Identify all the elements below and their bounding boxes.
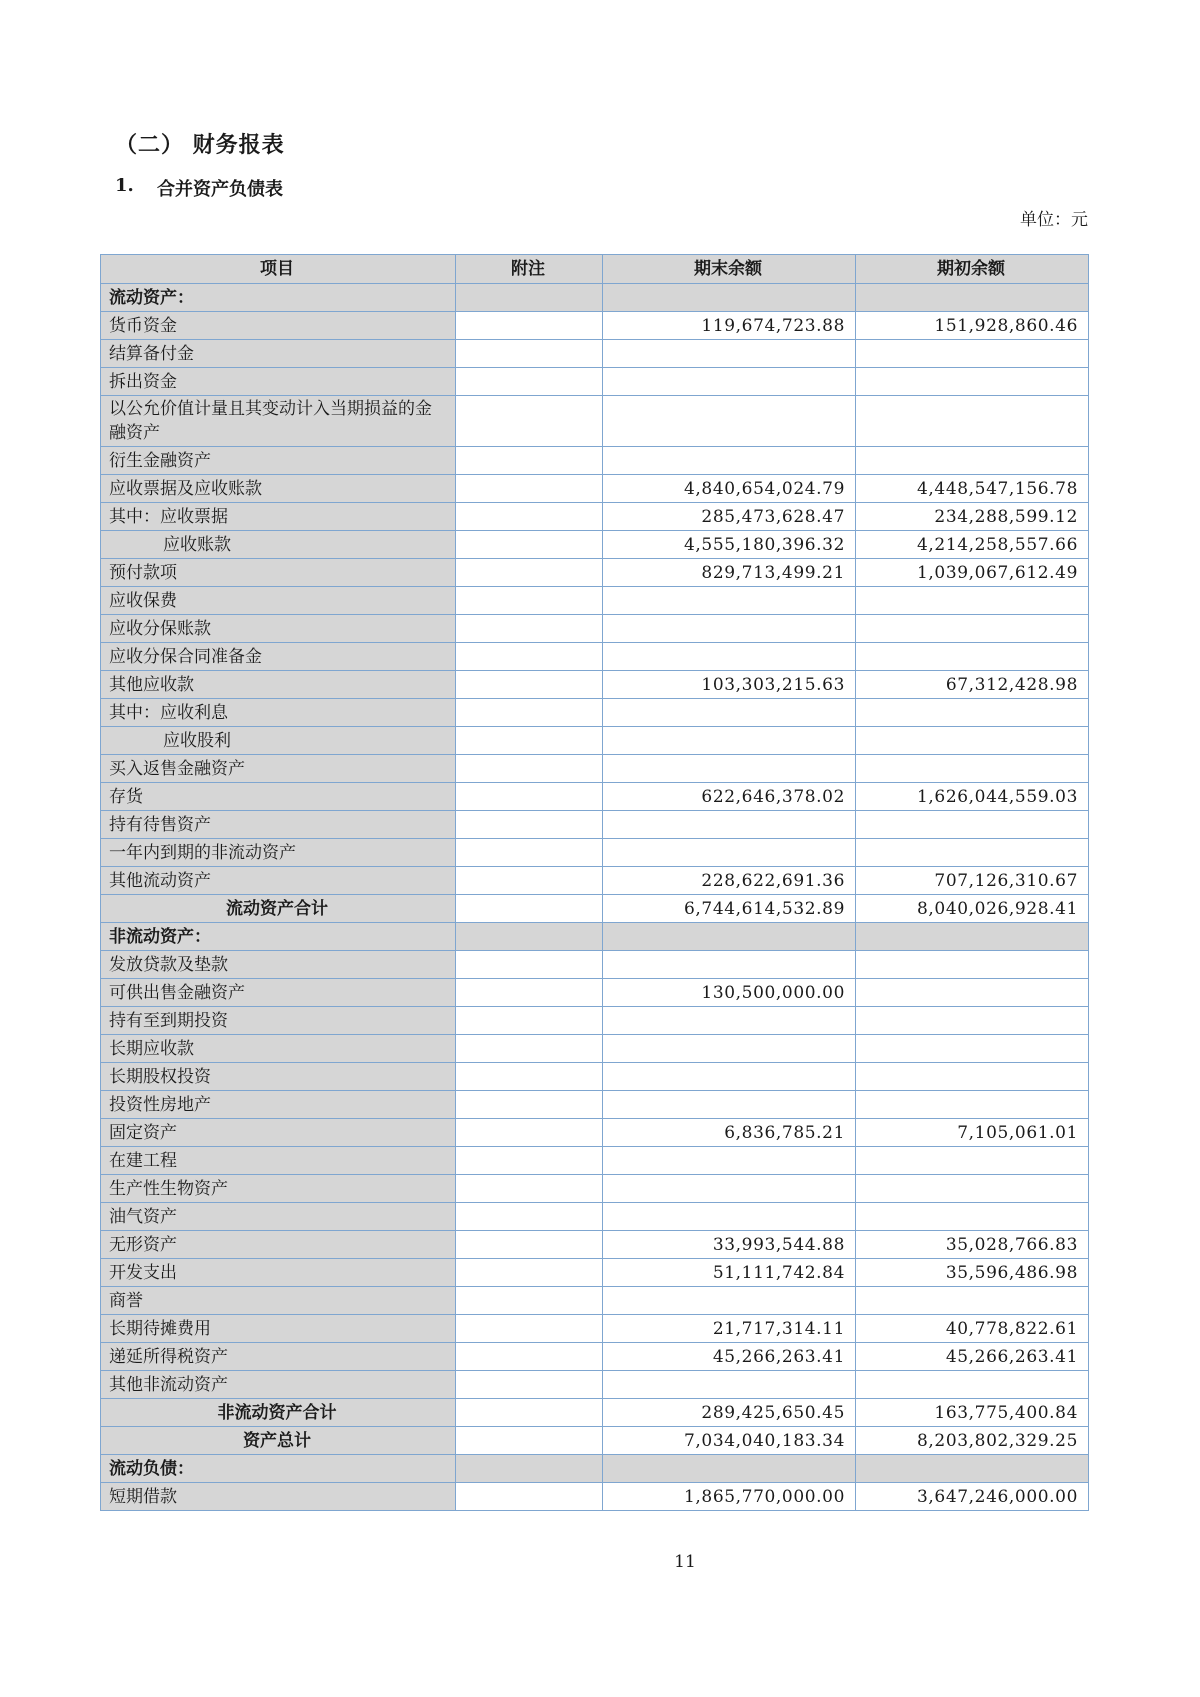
table-row	[101, 531, 1089, 559]
ending-balance-cell: 51,111,742.84	[603, 1259, 856, 1287]
item-label-cell: 生产性生物资产	[101, 1175, 456, 1203]
ending-balance-cell: 103,303,215.63	[603, 671, 856, 699]
beginning-balance-cell	[856, 923, 1089, 951]
note-cell	[456, 1371, 603, 1399]
ending-balance-cell	[603, 284, 856, 312]
item-label-cell: 资产总计	[101, 1427, 456, 1455]
beginning-balance-cell	[856, 1371, 1089, 1399]
table-row	[101, 312, 1089, 340]
beginning-balance-cell: 3,647,246,000.00	[856, 1483, 1089, 1511]
ending-balance-cell: 21,717,314.11	[603, 1315, 856, 1343]
note-cell	[456, 1203, 603, 1231]
note-cell	[456, 951, 603, 979]
note-cell	[456, 1343, 603, 1371]
note-cell	[456, 867, 603, 895]
ending-balance-cell	[603, 1175, 856, 1203]
beginning-balance-cell	[856, 839, 1089, 867]
table-row	[101, 284, 1089, 312]
table-row	[101, 1315, 1089, 1343]
ending-balance-cell	[603, 396, 856, 447]
ending-balance-cell	[603, 1035, 856, 1063]
ending-balance-cell	[603, 1063, 856, 1091]
ending-balance-cell	[603, 447, 856, 475]
ending-balance-cell: 7,034,040,183.34	[603, 1427, 856, 1455]
table-row	[101, 447, 1089, 475]
note-cell	[456, 1427, 603, 1455]
table-row	[101, 671, 1089, 699]
table-row	[101, 396, 1089, 447]
note-cell	[456, 1231, 603, 1259]
item-label-cell: 以公允价值计量且其变动计入当期损益的金融资产	[101, 396, 456, 447]
beginning-balance-cell	[856, 1203, 1089, 1231]
beginning-balance-cell: 7,105,061.01	[856, 1119, 1089, 1147]
beginning-balance-cell	[856, 951, 1089, 979]
ending-balance-cell: 6,836,785.21	[603, 1119, 856, 1147]
note-cell	[456, 895, 603, 923]
item-label-cell: 应收股利	[101, 727, 456, 755]
item-label-cell: 拆出资金	[101, 368, 456, 396]
note-cell	[456, 1091, 603, 1119]
item-label-cell: 其他应收款	[101, 671, 456, 699]
balance-sheet-body	[101, 284, 1089, 1511]
item-label-cell: 长期应收款	[101, 1035, 456, 1063]
section-heading: （二） 财务报表	[115, 132, 285, 158]
beginning-balance-cell: 4,448,547,156.78	[856, 475, 1089, 503]
table-row	[101, 783, 1089, 811]
table-row	[101, 1091, 1089, 1119]
beginning-balance-cell	[856, 368, 1089, 396]
balance-sheet-table	[100, 254, 1089, 1511]
note-cell	[456, 1399, 603, 1427]
item-label-cell: 长期股权投资	[101, 1063, 456, 1091]
note-cell	[456, 475, 603, 503]
item-label-cell: 持有至到期投资	[101, 1007, 456, 1035]
item-label-cell: 流动资产合计	[101, 895, 456, 923]
table-row	[101, 559, 1089, 587]
column-header-item: 项目	[101, 255, 456, 284]
table-heading-number: 1.	[115, 175, 134, 196]
note-cell	[456, 643, 603, 671]
note-cell	[456, 1455, 603, 1483]
item-label-cell: 预付款项	[101, 559, 456, 587]
beginning-balance-cell: 234,288,599.12	[856, 503, 1089, 531]
table-row	[101, 1371, 1089, 1399]
table-row	[101, 368, 1089, 396]
ending-balance-cell: 4,840,654,024.79	[603, 475, 856, 503]
table-row	[101, 615, 1089, 643]
item-label-cell: 结算备付金	[101, 340, 456, 368]
table-row	[101, 1063, 1089, 1091]
table-row	[101, 979, 1089, 1007]
ending-balance-cell: 33,993,544.88	[603, 1231, 856, 1259]
item-label-cell: 衍生金融资产	[101, 447, 456, 475]
item-label-cell: 非流动资产合计	[101, 1399, 456, 1427]
note-cell	[456, 531, 603, 559]
table-row	[101, 839, 1089, 867]
item-label-cell: 应收账款	[101, 531, 456, 559]
table-row	[101, 1175, 1089, 1203]
ending-balance-cell	[603, 1007, 856, 1035]
beginning-balance-cell	[856, 340, 1089, 368]
item-label-cell: 一年内到期的非流动资产	[101, 839, 456, 867]
table-row	[101, 1343, 1089, 1371]
note-cell	[456, 1063, 603, 1091]
item-label-cell: 应收分保合同准备金	[101, 643, 456, 671]
ending-balance-cell	[603, 923, 856, 951]
beginning-balance-cell	[856, 699, 1089, 727]
note-cell	[456, 1035, 603, 1063]
unit-label: 单位：元	[1020, 210, 1088, 230]
item-label-cell: 其中：应收利息	[101, 699, 456, 727]
table-row	[101, 727, 1089, 755]
beginning-balance-cell	[856, 284, 1089, 312]
item-label-cell: 货币资金	[101, 312, 456, 340]
ending-balance-cell	[603, 1203, 856, 1231]
table-row	[101, 895, 1089, 923]
table-row	[101, 867, 1089, 895]
item-label-cell: 应收保费	[101, 587, 456, 615]
ending-balance-cell: 228,622,691.36	[603, 867, 856, 895]
ending-balance-cell	[603, 615, 856, 643]
table-row	[101, 1483, 1089, 1511]
note-cell	[456, 615, 603, 643]
beginning-balance-cell	[856, 1063, 1089, 1091]
beginning-balance-cell: 67,312,428.98	[856, 671, 1089, 699]
ending-balance-cell	[603, 951, 856, 979]
note-cell	[456, 559, 603, 587]
ending-balance-cell	[603, 755, 856, 783]
ending-balance-cell	[603, 1455, 856, 1483]
beginning-balance-cell	[856, 1147, 1089, 1175]
ending-balance-cell: 289,425,650.45	[603, 1399, 856, 1427]
ending-balance-cell	[603, 699, 856, 727]
note-cell	[456, 755, 603, 783]
item-label-cell: 应收分保账款	[101, 615, 456, 643]
table-row	[101, 1119, 1089, 1147]
ending-balance-cell: 285,473,628.47	[603, 503, 856, 531]
note-cell	[456, 671, 603, 699]
table-row	[101, 1399, 1089, 1427]
page-number: 11	[674, 1552, 696, 1572]
ending-balance-cell	[603, 1147, 856, 1175]
beginning-balance-cell	[856, 1455, 1089, 1483]
item-label-cell: 流动资产：	[101, 284, 456, 312]
ending-balance-cell: 45,266,263.41	[603, 1343, 856, 1371]
beginning-balance-cell	[856, 1175, 1089, 1203]
ending-balance-cell: 4,555,180,396.32	[603, 531, 856, 559]
table-row	[101, 340, 1089, 368]
beginning-balance-cell	[856, 587, 1089, 615]
note-cell	[456, 1483, 603, 1511]
beginning-balance-cell: 40,778,822.61	[856, 1315, 1089, 1343]
table-row	[101, 1259, 1089, 1287]
beginning-balance-cell	[856, 447, 1089, 475]
note-cell	[456, 1287, 603, 1315]
ending-balance-cell	[603, 340, 856, 368]
ending-balance-cell: 6,744,614,532.89	[603, 895, 856, 923]
item-label-cell: 其他流动资产	[101, 867, 456, 895]
table-heading-title: 合并资产负债表	[157, 179, 283, 200]
note-cell	[456, 1007, 603, 1035]
table-row	[101, 1427, 1089, 1455]
ending-balance-cell	[603, 839, 856, 867]
note-cell	[456, 1119, 603, 1147]
note-cell	[456, 1175, 603, 1203]
header-row	[101, 255, 1089, 284]
item-label-cell: 无形资产	[101, 1231, 456, 1259]
item-label-cell: 油气资产	[101, 1203, 456, 1231]
table-heading	[115, 175, 283, 201]
column-header-ending-balance: 期末余额	[603, 255, 856, 284]
item-label-cell: 存货	[101, 783, 456, 811]
table-row	[101, 643, 1089, 671]
beginning-balance-cell: 8,203,802,329.25	[856, 1427, 1089, 1455]
item-label-cell: 流动负债：	[101, 1455, 456, 1483]
item-label-cell: 商誉	[101, 1287, 456, 1315]
table-row	[101, 1455, 1089, 1483]
beginning-balance-cell	[856, 615, 1089, 643]
beginning-balance-cell	[856, 1091, 1089, 1119]
item-label-cell: 可供出售金融资产	[101, 979, 456, 1007]
note-cell	[456, 1147, 603, 1175]
note-cell	[456, 923, 603, 951]
note-cell	[456, 503, 603, 531]
table-row	[101, 475, 1089, 503]
beginning-balance-cell: 1,039,067,612.49	[856, 559, 1089, 587]
beginning-balance-cell: 35,028,766.83	[856, 1231, 1089, 1259]
note-cell	[456, 340, 603, 368]
note-cell	[456, 396, 603, 447]
table-row	[101, 1287, 1089, 1315]
note-cell	[456, 783, 603, 811]
column-header-note: 附注	[456, 255, 603, 284]
note-cell	[456, 699, 603, 727]
item-label-cell: 递延所得税资产	[101, 1343, 456, 1371]
table-row	[101, 1007, 1089, 1035]
table-row	[101, 811, 1089, 839]
note-cell	[456, 587, 603, 615]
beginning-balance-cell: 151,928,860.46	[856, 312, 1089, 340]
note-cell	[456, 1259, 603, 1287]
item-label-cell: 其他非流动资产	[101, 1371, 456, 1399]
note-cell	[456, 727, 603, 755]
table-row	[101, 1147, 1089, 1175]
ending-balance-cell: 130,500,000.00	[603, 979, 856, 1007]
item-label-cell: 固定资产	[101, 1119, 456, 1147]
beginning-balance-cell: 8,040,026,928.41	[856, 895, 1089, 923]
ending-balance-cell	[603, 1287, 856, 1315]
beginning-balance-cell: 163,775,400.84	[856, 1399, 1089, 1427]
table-row	[101, 1035, 1089, 1063]
beginning-balance-cell	[856, 396, 1089, 447]
item-label-cell: 在建工程	[101, 1147, 456, 1175]
table-row	[101, 923, 1089, 951]
table-row	[101, 1231, 1089, 1259]
beginning-balance-cell	[856, 1007, 1089, 1035]
beginning-balance-cell	[856, 1035, 1089, 1063]
beginning-balance-cell: 35,596,486.98	[856, 1259, 1089, 1287]
item-label-cell: 非流动资产：	[101, 923, 456, 951]
table-row	[101, 587, 1089, 615]
note-cell	[456, 284, 603, 312]
item-label-cell: 其中：应收票据	[101, 503, 456, 531]
item-label-cell: 短期借款	[101, 1483, 456, 1511]
note-cell	[456, 368, 603, 396]
ending-balance-cell	[603, 1091, 856, 1119]
beginning-balance-cell: 1,626,044,559.03	[856, 783, 1089, 811]
beginning-balance-cell: 45,266,263.41	[856, 1343, 1089, 1371]
table-row	[101, 1203, 1089, 1231]
item-label-cell: 长期待摊费用	[101, 1315, 456, 1343]
ending-balance-cell	[603, 643, 856, 671]
ending-balance-cell: 119,674,723.88	[603, 312, 856, 340]
table-row	[101, 503, 1089, 531]
beginning-balance-cell: 4,214,258,557.66	[856, 531, 1089, 559]
note-cell	[456, 312, 603, 340]
balance-sheet-header	[101, 255, 1089, 284]
note-cell	[456, 1315, 603, 1343]
item-label-cell: 买入返售金融资产	[101, 755, 456, 783]
ending-balance-cell: 622,646,378.02	[603, 783, 856, 811]
item-label-cell: 应收票据及应收账款	[101, 475, 456, 503]
beginning-balance-cell	[856, 979, 1089, 1007]
note-cell	[456, 979, 603, 1007]
note-cell	[456, 447, 603, 475]
table-row	[101, 755, 1089, 783]
beginning-balance-cell	[856, 811, 1089, 839]
ending-balance-cell	[603, 811, 856, 839]
item-label-cell: 持有待售资产	[101, 811, 456, 839]
beginning-balance-cell: 707,126,310.67	[856, 867, 1089, 895]
ending-balance-cell	[603, 1371, 856, 1399]
ending-balance-cell: 1,865,770,000.00	[603, 1483, 856, 1511]
beginning-balance-cell	[856, 1287, 1089, 1315]
table-row	[101, 699, 1089, 727]
beginning-balance-cell	[856, 643, 1089, 671]
ending-balance-cell: 829,713,499.21	[603, 559, 856, 587]
beginning-balance-cell	[856, 755, 1089, 783]
note-cell	[456, 811, 603, 839]
ending-balance-cell	[603, 727, 856, 755]
table-row	[101, 951, 1089, 979]
column-header-beginning-balance: 期初余额	[856, 255, 1089, 284]
note-cell	[456, 839, 603, 867]
item-label-cell: 开发支出	[101, 1259, 456, 1287]
item-label-cell: 发放贷款及垫款	[101, 951, 456, 979]
ending-balance-cell	[603, 368, 856, 396]
item-label-cell: 投资性房地产	[101, 1091, 456, 1119]
ending-balance-cell	[603, 587, 856, 615]
beginning-balance-cell	[856, 727, 1089, 755]
